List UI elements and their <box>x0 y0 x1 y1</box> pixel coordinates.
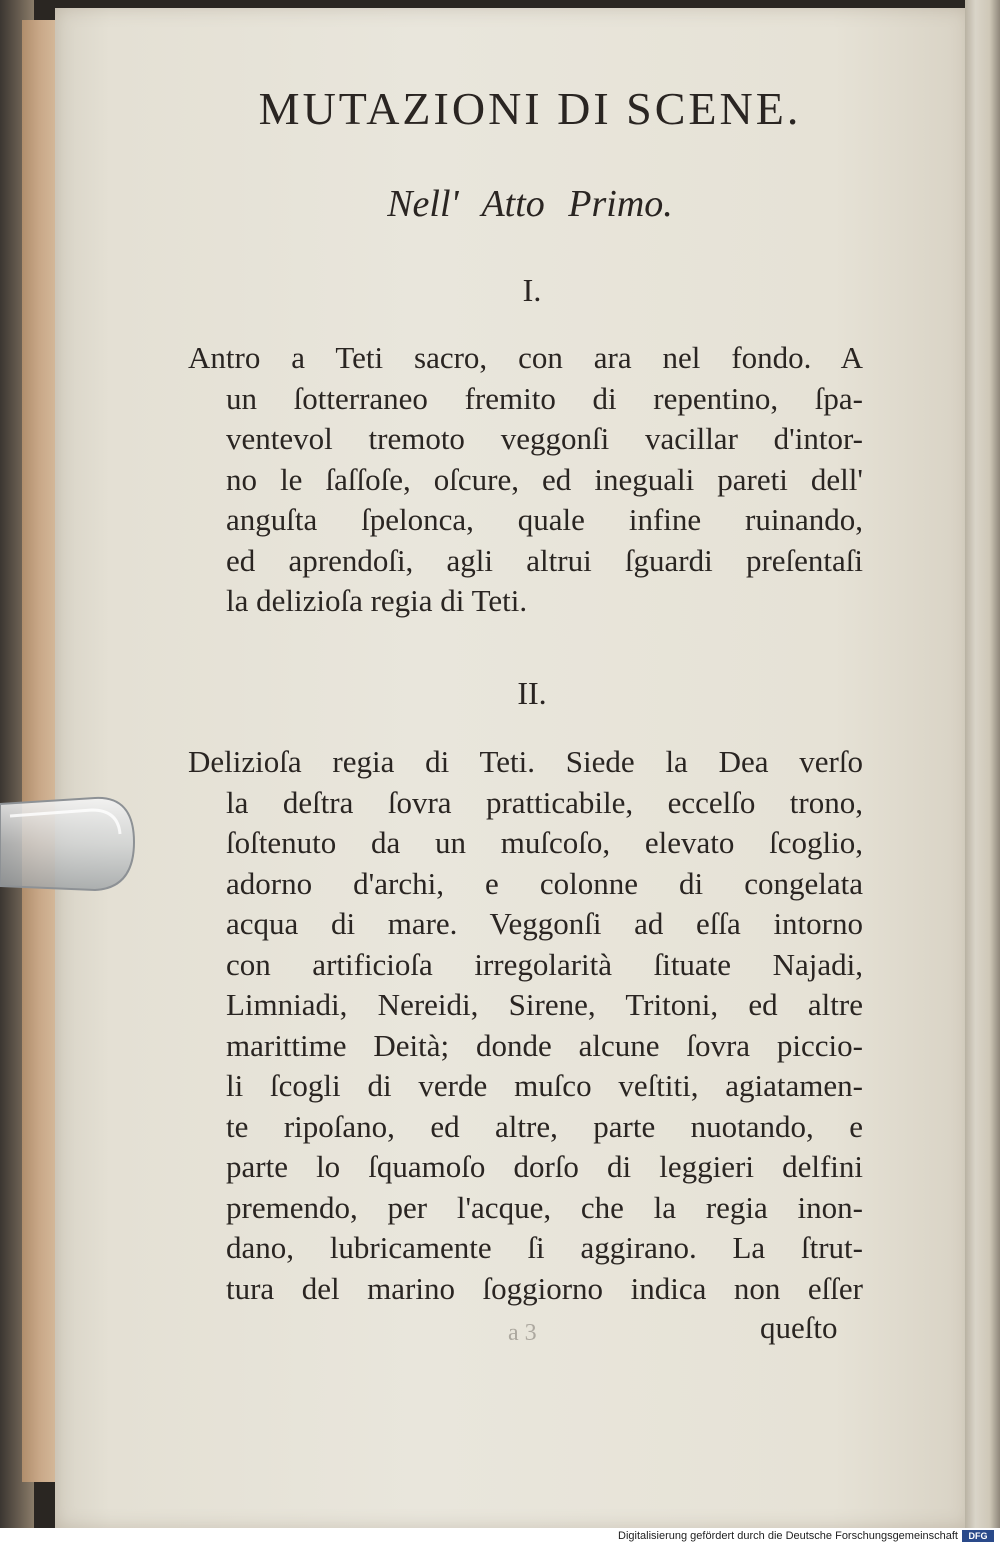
section-2-paragraph <box>188 742 863 1309</box>
page-clip <box>0 790 136 900</box>
page-subheading: Nell' Atto Primo. <box>387 183 673 225</box>
section-1-line: ed aprendoſi, agli altrui ſguardi preſentaſi <box>226 542 863 578</box>
dfg-logo: DFG <box>962 1530 994 1542</box>
section-1-line: anguſta ſpelonca, quale infine ruinando, <box>226 502 863 537</box>
section-2-line: ſoſtenuto da un muſcoſo, elevato ſcoglio, <box>226 825 863 860</box>
section-numeral-2: II. <box>517 675 547 711</box>
section-2-line: te ripoſano, ed altre, parte nuotando, e <box>226 1108 863 1144</box>
signature-mark: a 3 <box>508 1320 537 1346</box>
section-2-line: Limniadi, Nereidi, Sirene, Tritoni, ed altre <box>226 987 863 1022</box>
section-1-line: la delizioſa regia di Teti. <box>226 583 528 618</box>
section-2-line: li ſcogli di verde muſco veſtiti, agiatamen- <box>226 1068 863 1103</box>
section-1-line: ventevol tremoto veggonſi vacillar d'intor- <box>226 421 863 456</box>
section-2-line: premendo, per l'acque, che la regia inon- <box>226 1189 863 1225</box>
catchword: queſto <box>760 1310 838 1345</box>
section-2-line: marittime Deità; donde alcune ſovra piccio- <box>226 1027 863 1063</box>
section-2-line: dano, lubricamente ſi aggirano. La ſtrut- <box>226 1230 863 1265</box>
page-heading: MUTAZIONI DI SCENE. <box>258 83 802 134</box>
page-edge-right <box>965 0 1000 1530</box>
section-1-line: un ſotterraneo fremito di repentino, ſpa- <box>226 380 863 416</box>
section-1-paragraph <box>188 338 863 622</box>
section-2-line: tura del marino ſoggiorno indica non eſſer <box>226 1270 863 1306</box>
section-2-line: con artificioſa irregolarità ſituate Najadi, <box>226 946 863 982</box>
section-numeral-1: I. <box>522 272 542 308</box>
section-1-line: no le ſaſſoſe, oſcure, ed ineguali pareti dell' <box>226 461 863 497</box>
footer-credit: Digitalisierung gefördert durch die Deutsche Forschungsgemeinschaft <box>618 1530 958 1542</box>
section-2-line: la deſtra ſovra pratticabile, eccelſo trono, <box>226 784 863 820</box>
section-2-line: Delizioſa regia di Teti. Siede la Dea verſo <box>188 744 863 779</box>
section-2-line: adorno d'archi, e colonne di congelata <box>226 865 863 901</box>
section-2-line: parte lo ſquamoſo dorſo di leggieri delfini <box>226 1149 863 1184</box>
section-2-line: acqua di mare. Veggonſi ad eſſa intorno <box>226 906 863 941</box>
section-1-line: Antro a Teti sacro, con ara nel fondo. A <box>188 340 863 375</box>
